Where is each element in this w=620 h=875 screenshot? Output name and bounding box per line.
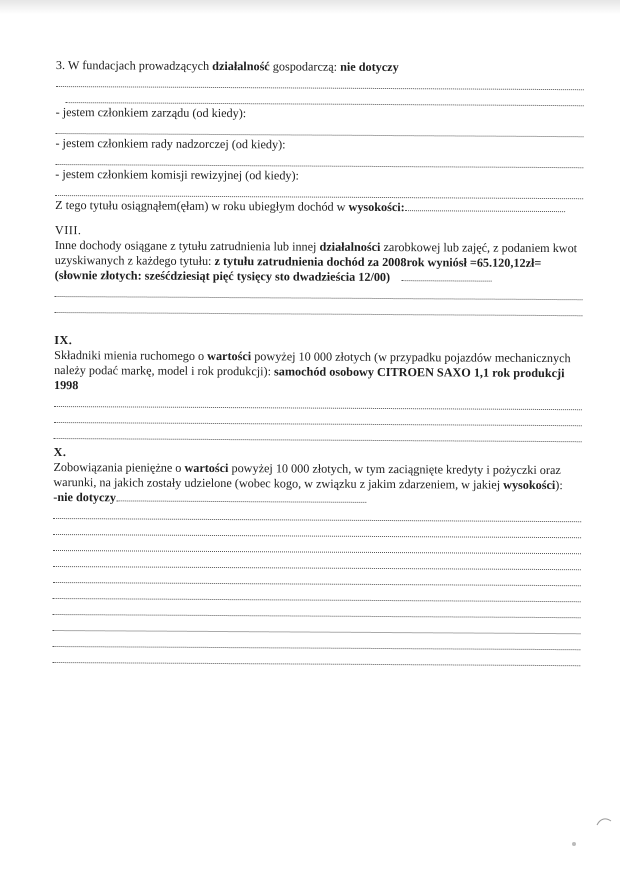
liabilities-text: Zobowiązania pieniężne o [53, 459, 185, 475]
dotted-line [55, 151, 583, 168]
vehicle-year: 1998 [53, 377, 79, 393]
foundations-answer: nie dotyczy [340, 59, 399, 75]
dotted-line [53, 521, 581, 538]
liabilities-filler [116, 500, 366, 503]
vehicle-answer: samochód osobowy CITROEN SAXO 1,1 rok produkcji [274, 364, 565, 381]
scan-speck [572, 842, 576, 846]
foundations-mid: gospodarczą: [269, 59, 341, 74]
section-viii-other-income [54, 223, 583, 316]
scan-shadow [0, 0, 620, 14]
section-3-foundations [55, 58, 584, 216]
other-income-text-end: zarobkowej lub zajęć, z podaniem kwot [380, 239, 578, 256]
board-member-line: - jestem członkiem zarządu (od kiedy): [55, 104, 247, 121]
dotted-line [53, 569, 581, 586]
dotted-line [53, 585, 581, 602]
dotted-line [56, 120, 584, 137]
dotted-line [53, 537, 581, 554]
declaration-page [52, 58, 584, 668]
scan-mark [595, 815, 613, 829]
amount-in-words: (słownie złotych: sześćdziesiąt pięć tysięcy sto dwadzieścia 12/00) [54, 267, 391, 285]
supervisory-board-line: - jestem członkiem rady nadzorczej (od kiedy): [55, 135, 286, 152]
audit-committee-line: - jestem członkiem komisji rewizyjnej (od kiedy): [55, 166, 300, 183]
dotted-line [53, 505, 581, 522]
income-bold-amount-label: wysokości: [348, 199, 405, 215]
liabilities-answer: -nie dotyczy [53, 489, 116, 505]
liabilities-bold-amount: wysokości [503, 477, 556, 493]
dotted-line [54, 409, 582, 426]
section-x-liabilities [52, 445, 581, 666]
dotted-line [66, 89, 584, 106]
dotted-line [54, 393, 582, 410]
liabilities-text-end: powyżej 10 000 złotych, w tym zaciągnięte kredyty i pożyczki oraz [228, 461, 561, 478]
amount-filler [402, 280, 492, 282]
dotted-line [54, 425, 582, 442]
dotted-line [53, 553, 581, 570]
dotted-line [52, 617, 580, 634]
liabilities-conditions: warunki, na jakich zostały udzielone (wobec kogo, w związku z jakim zdarzeniem, w jakiej [53, 474, 504, 492]
movable-property-text: Składniki mienia ruchomego o [54, 347, 208, 363]
employment-income-answer: z tytułu zatrudnienia dochód za 2008rok wyniósł =65.120,12zł= [214, 253, 542, 270]
section-x-heading: X. [53, 444, 67, 460]
section-viii-heading: VIII. [54, 222, 82, 238]
income-filler [405, 210, 565, 212]
section-ix-heading: IX. [54, 332, 73, 348]
liabilities-bold-value: wartości [184, 460, 229, 476]
income-line [55, 198, 583, 216]
foundations-prefix: 3. W fundacjach prowadzących [55, 58, 213, 73]
dotted-line [54, 299, 582, 316]
other-income-sources: uzyskiwanych z każdego tytułu: [54, 252, 215, 268]
other-income-bold-activity: działalności [319, 239, 381, 254]
dotted-line [56, 73, 584, 90]
dotted-line [52, 649, 580, 666]
foundations-line [56, 58, 584, 76]
movable-property-bold-value: wartości [207, 348, 252, 364]
dotted-line [53, 601, 581, 618]
vehicle-instructions: należy podać markę, model i rok produkcji): [54, 362, 275, 379]
dotted-line [52, 633, 580, 650]
foundations-bold-activity: działalność [212, 58, 270, 74]
dotted-line [55, 182, 583, 199]
movable-property-text-end: powyżej 10 000 złotych (w przypadku pojazdów mechanicznych [251, 349, 571, 366]
dotted-line [55, 283, 583, 300]
liabilities-conditions-end: ): [555, 478, 563, 493]
section-ix-movable-property [54, 333, 583, 442]
other-income-text: Inne dochody osiągane z tytułu zatrudnienia lub innej [54, 237, 320, 254]
income-prefix: Z tego tytułu osiągnąłem(ęłam) w roku ubiegłym dochód w [55, 197, 349, 214]
